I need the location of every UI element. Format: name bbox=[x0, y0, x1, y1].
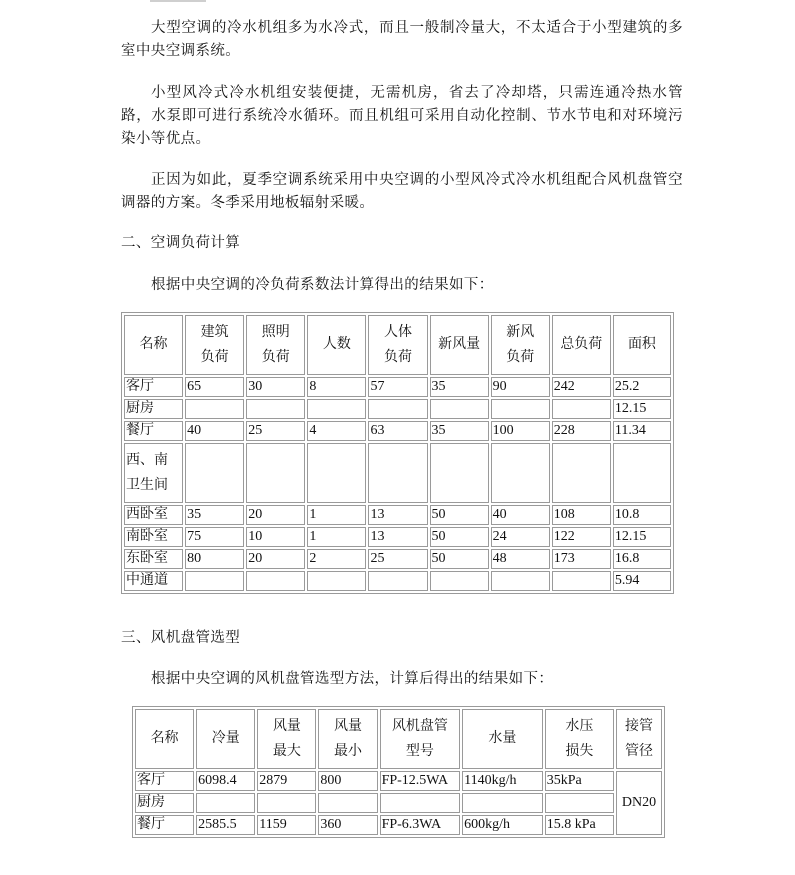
cell-name: 餐厅 bbox=[135, 815, 194, 835]
cell-water: 600kg/h bbox=[462, 815, 543, 835]
header-area: 面积 bbox=[613, 315, 671, 375]
table-row bbox=[124, 505, 671, 525]
cell-total bbox=[552, 399, 611, 419]
cell-air-min: 360 bbox=[318, 815, 377, 835]
header-air-min: 风量 最小 bbox=[318, 709, 377, 769]
cell-fresh-air bbox=[430, 443, 489, 503]
cell-people bbox=[307, 571, 366, 591]
table-row bbox=[135, 815, 662, 835]
header-total-load: 总负荷 bbox=[552, 315, 611, 375]
cell-human bbox=[368, 571, 427, 591]
cell-lighting: 25 bbox=[246, 421, 305, 441]
cell-people: 1 bbox=[307, 505, 366, 525]
header-fresh-air: 新风量 bbox=[430, 315, 489, 375]
cell-cooling: 2585.5 bbox=[196, 815, 255, 835]
cell-total bbox=[552, 443, 611, 503]
table-row bbox=[124, 377, 671, 397]
cell-area: 5.94 bbox=[613, 571, 671, 591]
cell-name: 客厅 bbox=[135, 771, 194, 791]
cell-fresh-load: 40 bbox=[491, 505, 550, 525]
table-row bbox=[124, 549, 671, 569]
header-fresh-air-load: 新风 负荷 bbox=[491, 315, 550, 375]
cell-lighting: 20 bbox=[246, 505, 305, 525]
cell-total bbox=[552, 571, 611, 591]
cell-building: 75 bbox=[185, 527, 244, 547]
cell-model: FP-6.3WA bbox=[380, 815, 461, 835]
cell-area: 12.15 bbox=[613, 527, 671, 547]
cell-air-max bbox=[257, 793, 316, 813]
header-water: 水量 bbox=[462, 709, 543, 769]
table-row bbox=[124, 527, 671, 547]
paragraph-4: 根据中央空调的冷负荷系数法计算得出的结果如下： bbox=[151, 277, 494, 293]
cell-total: 122 bbox=[552, 527, 611, 547]
cell-total: 242 bbox=[552, 377, 611, 397]
cell-fresh-air: 50 bbox=[430, 505, 489, 525]
paragraph-1: 大型空调的冷水机组多为水冷式，而且一般制冷量大，不太适合于小型建筑的多室中央空调系统。 bbox=[121, 20, 683, 59]
cell-fresh-air: 50 bbox=[430, 527, 489, 547]
cell-pressure: 35kPa bbox=[545, 771, 614, 791]
section-heading-2: 二、空调负荷计算 bbox=[121, 235, 241, 251]
table-row bbox=[124, 571, 671, 591]
header-building-load: 建筑 负荷 bbox=[185, 315, 244, 375]
cell-name: 厨房 bbox=[135, 793, 194, 813]
fan-coil-table bbox=[132, 706, 665, 838]
cell-people: 2 bbox=[307, 549, 366, 569]
cell-pressure bbox=[545, 793, 614, 813]
cell-name: 西卧室 bbox=[124, 505, 183, 525]
cell-fresh-air bbox=[430, 399, 489, 419]
cell-fresh-load: 90 bbox=[491, 377, 550, 397]
cell-human: 13 bbox=[368, 505, 427, 525]
cell-building: 35 bbox=[185, 505, 244, 525]
cell-building: 65 bbox=[185, 377, 244, 397]
cell-fresh-load bbox=[491, 443, 550, 503]
cell-lighting: 30 bbox=[246, 377, 305, 397]
cell-fresh-load bbox=[491, 399, 550, 419]
cell-building bbox=[185, 571, 244, 591]
cell-total: 228 bbox=[552, 421, 611, 441]
cell-lighting: 10 bbox=[246, 527, 305, 547]
cell-air-min: 800 bbox=[318, 771, 377, 791]
cell-water bbox=[462, 793, 543, 813]
cell-name: 南卧室 bbox=[124, 527, 183, 547]
cell-human: 13 bbox=[368, 527, 427, 547]
cell-human bbox=[368, 399, 427, 419]
cell-fresh-load: 24 bbox=[491, 527, 550, 547]
cell-fresh-load: 48 bbox=[491, 549, 550, 569]
header-name: 名称 bbox=[124, 315, 183, 375]
cell-people: 8 bbox=[307, 377, 366, 397]
cell-lighting bbox=[246, 443, 305, 503]
cell-people bbox=[307, 399, 366, 419]
cell-water: 1140kg/h bbox=[462, 771, 543, 791]
section-heading-3: 三、风机盘管选型 bbox=[121, 630, 241, 646]
cell-human: 63 bbox=[368, 421, 427, 441]
cell-air-max: 2879 bbox=[257, 771, 316, 791]
table-row bbox=[135, 793, 662, 813]
cell-fresh-air: 50 bbox=[430, 549, 489, 569]
cell-total: 173 bbox=[552, 549, 611, 569]
table-row bbox=[124, 421, 671, 441]
cell-human: 57 bbox=[368, 377, 427, 397]
cell-fresh-load: 100 bbox=[491, 421, 550, 441]
table-row bbox=[124, 443, 671, 503]
top-rule bbox=[150, 0, 206, 2]
cell-area bbox=[613, 443, 671, 503]
paragraph-2: 小型风冷式冷水机组安装便捷，无需机房，省去了冷却塔，只需连通冷热水管路，水泵即可进行系统冷水循环。而且机组可采用自动化控制、节水节电和对环境污染小等优点。 bbox=[121, 85, 683, 147]
cell-air-max: 1159 bbox=[257, 815, 316, 835]
cell-model bbox=[380, 793, 461, 813]
cell-human: 25 bbox=[368, 549, 427, 569]
cell-total: 108 bbox=[552, 505, 611, 525]
cell-area: 16.8 bbox=[613, 549, 671, 569]
header-name: 名称 bbox=[135, 709, 194, 769]
header-pipe: 接管 管径 bbox=[616, 709, 662, 769]
header-air-max: 风量 最大 bbox=[257, 709, 316, 769]
cell-area: 12.15 bbox=[613, 399, 671, 419]
cell-name: 厨房 bbox=[124, 399, 183, 419]
cell-model: FP-12.5WA bbox=[380, 771, 461, 791]
cell-area: 11.34 bbox=[613, 421, 671, 441]
table-row bbox=[135, 771, 662, 791]
cell-building bbox=[185, 399, 244, 419]
cell-people: 4 bbox=[307, 421, 366, 441]
cell-cooling: 6098.4 bbox=[196, 771, 255, 791]
header-human-load: 人体 负荷 bbox=[368, 315, 427, 375]
table-row bbox=[124, 399, 671, 419]
cell-building bbox=[185, 443, 244, 503]
cell-pipe-diameter: DN20 bbox=[616, 771, 662, 835]
cell-name: 西、南 卫生间 bbox=[124, 443, 183, 503]
fan-table-header bbox=[135, 709, 662, 769]
cell-pressure: 15.8 kPa bbox=[545, 815, 614, 835]
cell-area: 25.2 bbox=[613, 377, 671, 397]
header-cooling: 冷量 bbox=[196, 709, 255, 769]
cell-fresh-air: 35 bbox=[430, 421, 489, 441]
cell-building: 80 bbox=[185, 549, 244, 569]
cell-people bbox=[307, 443, 366, 503]
cell-people: 1 bbox=[307, 527, 366, 547]
cell-name: 东卧室 bbox=[124, 549, 183, 569]
cell-name: 中通道 bbox=[124, 571, 183, 591]
load-table-header bbox=[124, 315, 671, 375]
cell-lighting bbox=[246, 399, 305, 419]
cell-name: 客厅 bbox=[124, 377, 183, 397]
cell-area: 10.8 bbox=[613, 505, 671, 525]
cell-name: 餐厅 bbox=[124, 421, 183, 441]
load-table bbox=[121, 312, 674, 594]
cell-fresh-load bbox=[491, 571, 550, 591]
cell-fresh-air bbox=[430, 571, 489, 591]
header-model: 风机盘管 型号 bbox=[380, 709, 461, 769]
header-lighting-load: 照明 负荷 bbox=[246, 315, 305, 375]
paragraph-5: 根据中央空调的风机盘管选型方法，计算后得出的结果如下： bbox=[151, 671, 554, 687]
cell-lighting bbox=[246, 571, 305, 591]
header-people: 人数 bbox=[307, 315, 366, 375]
cell-human bbox=[368, 443, 427, 503]
cell-lighting: 20 bbox=[246, 549, 305, 569]
cell-fresh-air: 35 bbox=[430, 377, 489, 397]
cell-air-min bbox=[318, 793, 377, 813]
paragraph-3: 正因为如此，夏季空调系统采用中央空调的小型风冷式冷水机组配合风机盘管空调器的方案。冬季采用地板辐射采暖。 bbox=[121, 172, 683, 211]
cell-building: 40 bbox=[185, 421, 244, 441]
header-pressure: 水压 损失 bbox=[545, 709, 614, 769]
cell-cooling bbox=[196, 793, 255, 813]
